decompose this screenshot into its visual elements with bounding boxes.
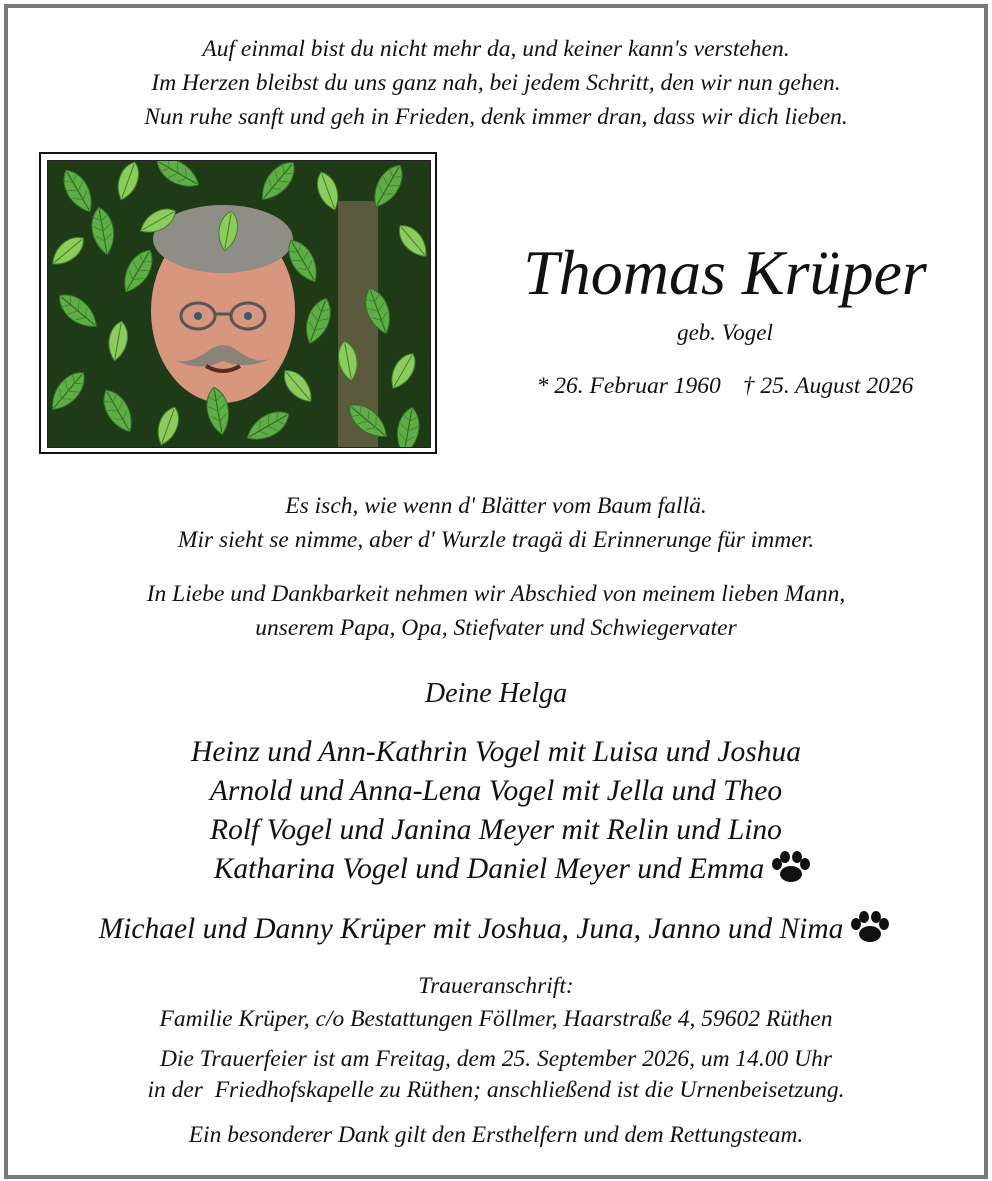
mourning-address — [0, 970, 992, 1036]
family-line: Rolf Vogel und Janina Meyer mit Relin und Lino — [210, 814, 782, 846]
poem — [0, 32, 992, 134]
portrait-photo — [47, 160, 431, 448]
portrait-photo-frame — [39, 152, 437, 454]
thanks-note: Ein besonderer Dank gilt den Ersthelfern und dem Rettungsteam. — [188, 1122, 804, 1148]
address-label: Traueranschrift: — [418, 973, 574, 999]
intro-line: unserem Papa, Opa, Stiefvater und Schwiegervater — [255, 615, 737, 641]
family-line: Heinz und Ann-Kathrin Vogel mit Luisa und Joshua — [191, 736, 801, 768]
deceased-name: Thomas Krüper — [523, 237, 927, 308]
quote-line: Mir sieht se nimme, aber d' Wurzle tragä di Erinnerunge für immer. — [177, 527, 815, 553]
quote-line: Es isch, wie wenn d' Blätter vom Baum fallä. — [285, 493, 707, 519]
family-list — [0, 733, 992, 889]
birth-date: * 26. Februar 1960 — [536, 373, 721, 399]
family-line: Katharina Vogel und Daniel Meyer und Emma — [213, 853, 765, 885]
poem-line: Nun ruhe sanft und geh in Frieden, denk immer dran, dass wir dich lieben. — [144, 104, 848, 130]
spouse-name: Deine Helga — [424, 678, 568, 709]
family-line: Michael und Danny Krüper mit Joshua, Juna, Janno und Nima — [98, 913, 844, 945]
birth-name: geb. Vogel — [677, 320, 773, 345]
family-line: Arnold und Anna-Lena Vogel mit Jella und Theo — [209, 775, 783, 807]
ceremony-info — [0, 1044, 992, 1106]
ceremony-line: in der Friedhofskapelle zu Rüthen; anschließend ist die Urnenbeisetzung. — [147, 1077, 845, 1103]
family-line-with-pet — [18, 850, 992, 889]
death-date: † 25. August 2026 — [742, 373, 914, 399]
poem-line: Auf einmal bist du nicht mehr da, und keiner kann's verstehen. — [202, 36, 790, 62]
address-text: Familie Krüper, c/o Bestattungen Föllmer, Haarstraße 4, 59602 Rüthen — [159, 1006, 833, 1032]
life-dates — [480, 373, 970, 400]
family-line-extra — [0, 910, 992, 946]
ceremony-line: Die Trauerfeier ist am Freitag, dem 25. September 2026, um 14.00 Uhr — [159, 1046, 833, 1072]
farewell-intro — [0, 577, 992, 645]
poem-line: Im Herzen bleibst du uns ganz nah, bei jedem Schritt, den wir nun gehen. — [151, 70, 841, 96]
dialect-quote — [0, 489, 992, 557]
paw-print-icon — [768, 850, 814, 884]
paw-print-icon — [847, 910, 893, 944]
intro-line: In Liebe und Dankbarkeit nehmen wir Abschied von meinem lieben Mann, — [146, 581, 846, 607]
